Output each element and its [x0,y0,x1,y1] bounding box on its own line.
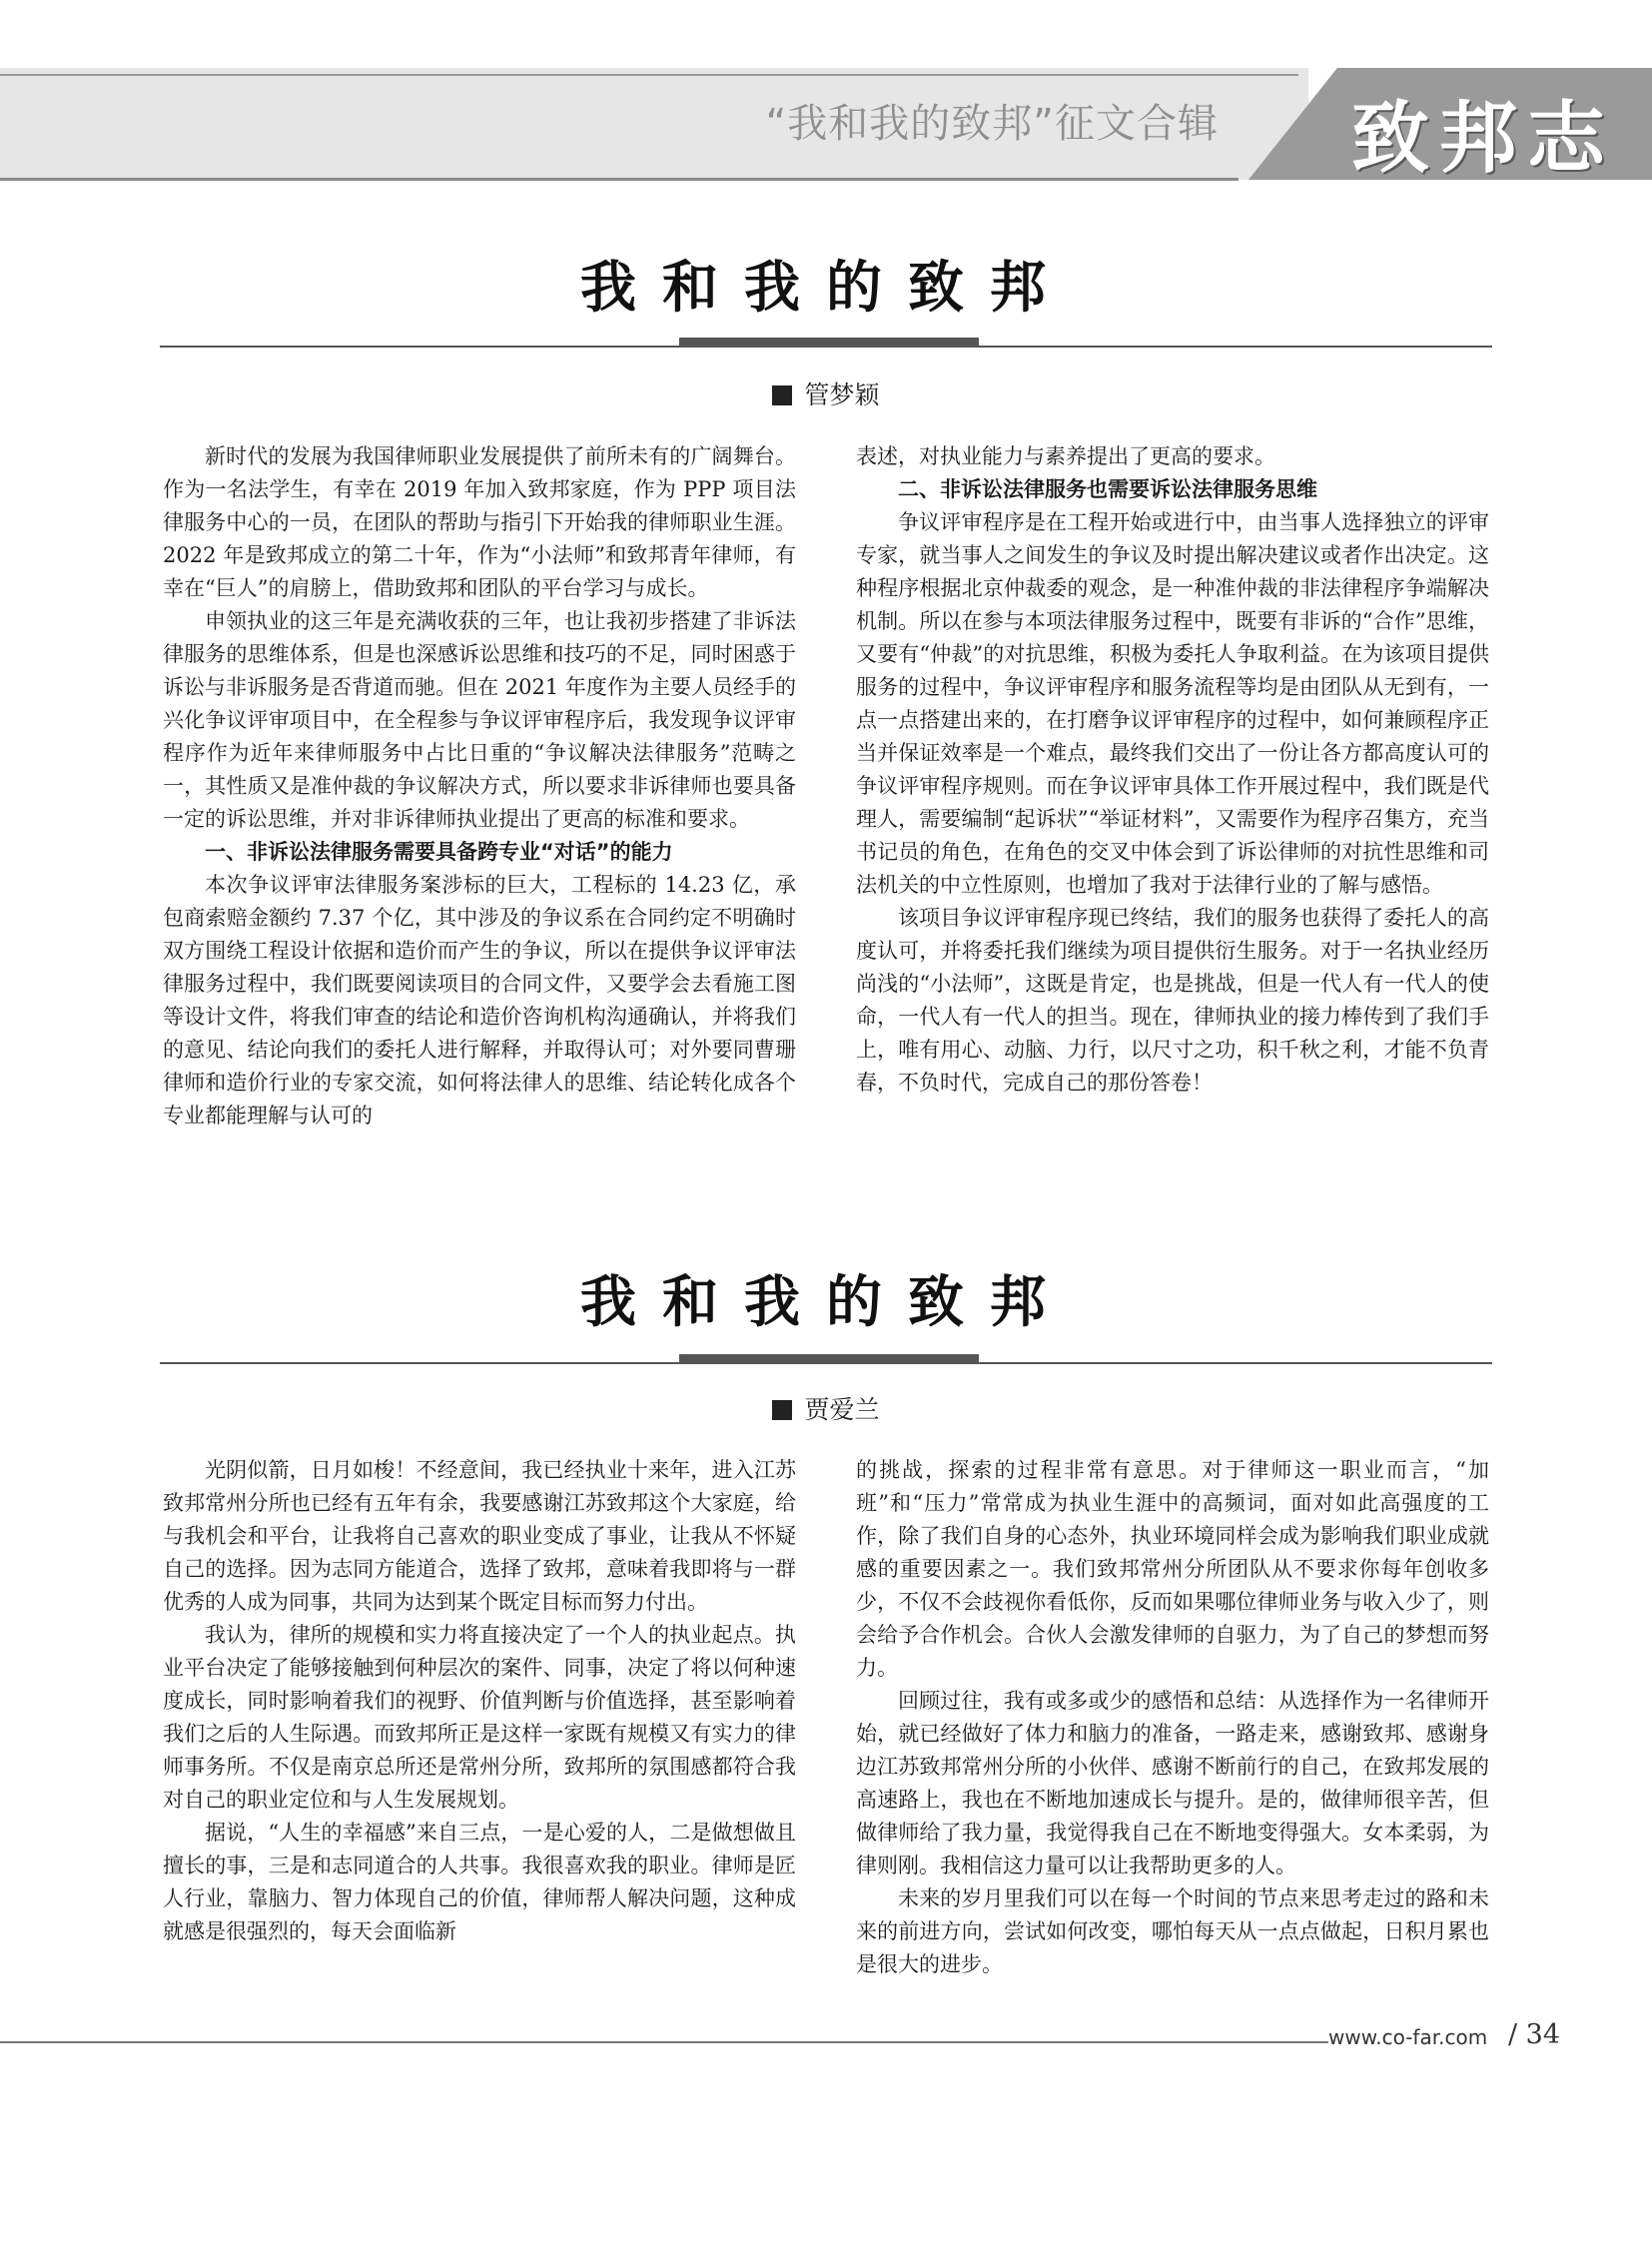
article-1-rule-accent [679,338,979,347]
article-2-right-column [856,1454,1489,1981]
paragraph: 争议评审程序是在工程开始或进行中，由当事人选择独立的评审专家，就当事人之间发生的争议及时提出解决建议或者作出决定。这种程序根据北京仲裁委的观念，是一种准仲裁的非法律程序争端解决机制。所以在参与本项法律服务过程中，既要有非诉的“合作”思维，又要有“仲裁”的对抗思维，积极为委托人争取利益。在为该项目提供服务的过程中，争议评审程序和服务流程等均是由团队从无到有，一点一点搭建出来的，在打磨争议评审程序的过程中，如何兼顾程序正当并保证效率是一个难点，最终我们交出了一份让各方都高度认可的争议评审程序规则。而在争议评审具体工作开展过程中，我们既是代理人，需要编制“起诉状”“举证材料”，又需要作为程序召集方，充当书记员的角色，在角色的交叉中体会到了诉讼律师的对抗性思维和司法机关的中立性原则，也增加了我对于法律行业的了解与感悟。 [856,510,1489,897]
paragraph: 光阴似箭，日月如梭！不经意间，我已经执业十来年，进入江苏致邦常州分所也已经有五年有余，我要感谢江苏致邦这个大家庭，给与我机会和平台，让我将自己喜欢的职业变成了事业，让我从不怀疑自己的选择。因为志同方能道合，选择了致邦，意味着我即将与一群优秀的人成为同事，共同为达到某个既定目标而努力付出。 [163,1458,796,1614]
paragraph: 新时代的发展为我国律师职业发展提供了前所未有的广阔舞台。作为一名法学生，有幸在 2019 年加入致邦家庭，作为 PPP 项目法律服务中心的一员，在团队的帮助与指引下开始我的律师职业生涯。2022 年是致邦成立的第二十年，作为“小法师”和致邦青年律师，有幸在“巨人”的肩膀上，借助致邦和团队的平台学习与成长。 [163,444,796,600]
article-1-left-column [163,440,796,1132]
paragraph: 我认为，律所的规模和实力将直接决定了一个人的执业起点。执业平台决定了能够接触到何种层次的案件、同事，决定了将以何种速度成长，同时影响着我们的视野、价值判断与价值选择，甚至影响着我们之后的人生际遇。而致邦所正是这样一家既有规模又有实力的律师事务所。不仅是南京总所还是常州分所，致邦所的氛围感都符合我对自己的职业定位和与人生发展规划。 [163,1623,796,1812]
article-2-left-column [163,1454,796,1948]
paragraph: 据说，“人生的幸福感”来自三点，一是心爱的人，二是做想做且擅长的事，三是和志同道合的人共事。我很喜欢我的职业。律师是匠人行业，靠脑力、智力体现自己的价值，律师帮人解决问题，这种成就感是很强烈的，每天会面临新 [163,1821,796,1943]
brand-logo: 致邦志 [1350,93,1615,184]
paragraph: 的挑战，探索的过程非常有意思。对于律师这一职业而言，“加班”和“压力”常常成为执业生涯中的高频词，面对如此高强度的工作，除了我们自身的心态外，执业环境同样会成为影响我们职业成就感的重要因素之一。我们致邦常州分所团队从不要求你每年创收多少，不仅不会歧视你看低你，反而如果哪位律师业务与收入少了，则会给予合作机会。合伙人会激发律师的自驱力，为了自己的梦想而努力。 [856,1458,1489,1680]
article-1-author: 管梦颖 [804,380,880,409]
footer-url: www.co-far.com [1328,2025,1488,2049]
paragraph: 未来的岁月里我们可以在每一个时间的节点来思考走过的路和未来的前进方向，尝试如何改变，哪怕每天从一点点做起，日积月累也是很大的进步。 [856,1886,1489,1976]
footer-rule [0,2041,1328,2043]
article-1-right-column [856,440,1489,1100]
article-2-author: 贾爱兰 [804,1395,880,1424]
paragraph: 本次争议评审法律服务案涉标的巨大，工程标的 14.23 亿，承包商索赔金额约 7.37 个亿，其中涉及的争议系在合同约定不明确时双方围绕工程设计依据和造价而产生的争议，所以在提供争议评审法律服务过程中，我们既要阅读项目的合同文件，又要学会去看施工图等设计文件，将我们审查的结论和造价咨询机构沟通确认，并将我们的意见、结论向我们的委托人进行解释，并取得认可；对外要同曹珊律师和造价行业的专家交流，如何将法律人的思维、结论转化成各个专业都能理解与认可的 [163,873,796,1127]
section-heading: 一、非诉讼法律服务需要具备跨专业“对话”的能力 [205,840,673,864]
article-2-rule-accent [679,1354,979,1363]
byline-square-icon [772,385,792,405]
paragraph: 该项目争议评审程序现已终结，我们的服务也获得了委托人的高度认可，并将委托我们继续为项目提供衍生服务。对于一名执业经历尚浅的“小法师”，这既是肯定，也是挑战，但是一代人有一代人的使命，一代人有一代人的担当。现在，律师执业的接力棒传到了我们手上，唯有用心、动脑、力行，以尺寸之功，积千秋之利，才能不负青春，不负时代，完成自己的那份答卷！ [856,906,1489,1095]
header-divider-bottom [0,178,1239,181]
series-title: “我和我的致邦”征文合辑 [765,101,1219,147]
article-1-byline [0,375,1652,411]
article-1-title: 我和我的致邦 [580,255,1072,321]
paragraph: 表述，对执业能力与素养提出了更高的要求。 [856,444,1275,468]
paragraph: 申领执业的这三年是充满收获的三年，也让我初步搭建了非诉法律服务的思维体系，但是也深感诉讼思维和技巧的不足，同时困惑于诉讼与非诉服务是否背道而驰。但在 2021 年度作为主要人员经手的兴化争议评审项目中，在全程参与争议评审程序后，我发现争议评审程序作为近年来律师服务中占比日重的“争议解决法律服务”范畴之一，其性质又是准仲裁的争议解决方式，所以要求非诉律师也要具备一定的诉讼思维，并对非诉律师执业提出了更高的标准和要求。 [163,609,796,831]
byline-square-icon [772,1400,792,1420]
article-2-byline [0,1390,1652,1426]
article-2-title: 我和我的致邦 [580,1269,1072,1335]
header-divider-top [0,74,1298,76]
section-heading: 二、非诉讼法律服务也需要诉讼法律服务思维 [898,477,1317,501]
paragraph: 回顾过往，我有或多或少的感悟和总结：从选择作为一名律师开始，就已经做好了体力和脑力的准备，一路走来，感谢致邦、感谢身边江苏致邦常州分所的小伙伴、感谢不断前行的自己，在致邦发展的高速路上，我也在不断地加速成长与提升。是的，做律师很辛苦，但做律师给了我力量，我觉得我自己在不断地变得强大。女本柔弱，为律则刚。我相信这力量可以让我帮助更多的人。 [856,1689,1489,1877]
page-number: / 34 [1508,2019,1561,2050]
